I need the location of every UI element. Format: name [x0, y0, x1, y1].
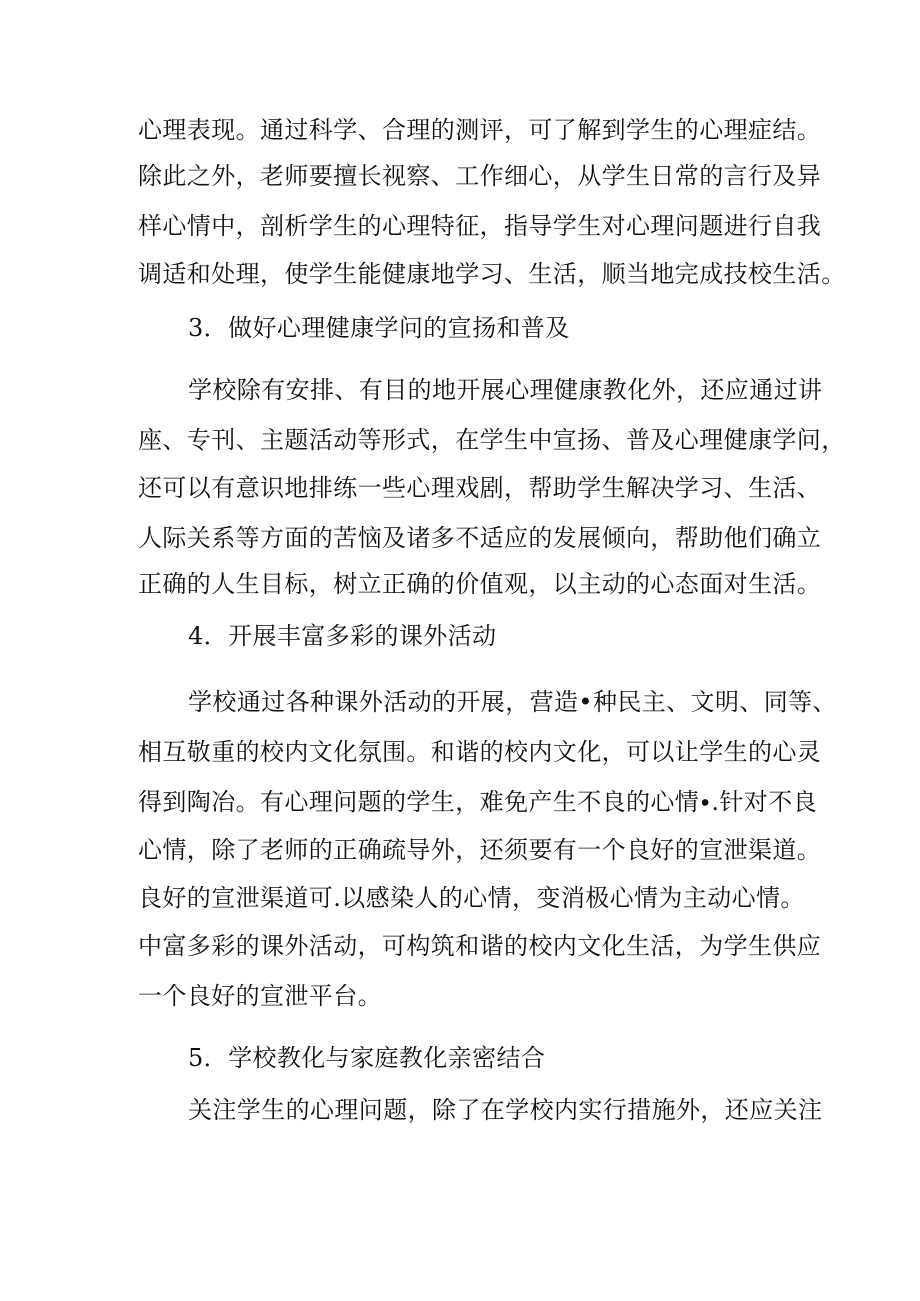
paragraph-line: 学校通过各种课外活动的开展，营造•种民主、文明、同等、 — [188, 688, 837, 716]
paragraph-line: 除此之外，老师要擅长视察、工作细心，从学生日常的言行及异 — [138, 162, 822, 190]
paragraph-line: 学校除有安排、有目的地开展心理健康教化外，还应通过讲 — [188, 376, 823, 404]
paragraph-line: 相互敬重的校内文化氛围。和谐的校内文化，可以让学生的心灵 — [138, 738, 822, 766]
paragraph-line: 得到陶冶。有心理问题的学生，难免产生不良的心情∙.针对不良 — [138, 788, 817, 816]
paragraph-line: 中富多彩的课外活动，可构筑和谐的校内文化生活，为学生供应 — [138, 932, 822, 960]
paragraph-line: 正确的人生目标，树立正确的价值观，以主动的心态面对生活。 — [138, 570, 822, 598]
paragraph-line: 关注学生的心理问题，除了在学校内实行措施外，还应关注 — [188, 1096, 823, 1124]
section-heading-3: 3．做好心理健康学问的宣扬和普及 — [188, 314, 570, 342]
paragraph-line: 心理表现。通过科学、合理的测评，可了解到学生的心理症结。 — [138, 116, 822, 144]
paragraph-line: 一个良好的宣泄平台。 — [138, 982, 382, 1010]
paragraph-line: 心情，除了老师的正确疏导外，还须要有一个良好的宣泄渠道。 — [138, 836, 822, 864]
paragraph-line: 良好的宣泄渠道可.以感染人的心情，变消极心情为主动心情。 — [138, 884, 805, 912]
paragraph-line: 样心情中，剖析学生的心理特征，指导学生对心理问题进行自我 — [138, 212, 822, 240]
paragraph-line: 人际关系等方面的苦恼及诸多不适应的发展倾向，帮助他们确立 — [138, 524, 822, 552]
paragraph-line: 调适和处理，使学生能健康地学习、生活，顺当地完成技校生活。 — [138, 260, 846, 288]
paragraph-line: 座、专刊、主题活动等形式，在学生中宣扬、普及心理健康学问， — [138, 426, 846, 454]
section-heading-4: 4．开展丰富多彩的课外活动 — [188, 622, 497, 650]
paragraph-line: 还可以有意识地排练一些心理戏剧，帮助学生解决学习、生活、 — [138, 474, 822, 502]
section-heading-5: 5．学校教化与家庭教化亲密结合 — [188, 1044, 546, 1072]
